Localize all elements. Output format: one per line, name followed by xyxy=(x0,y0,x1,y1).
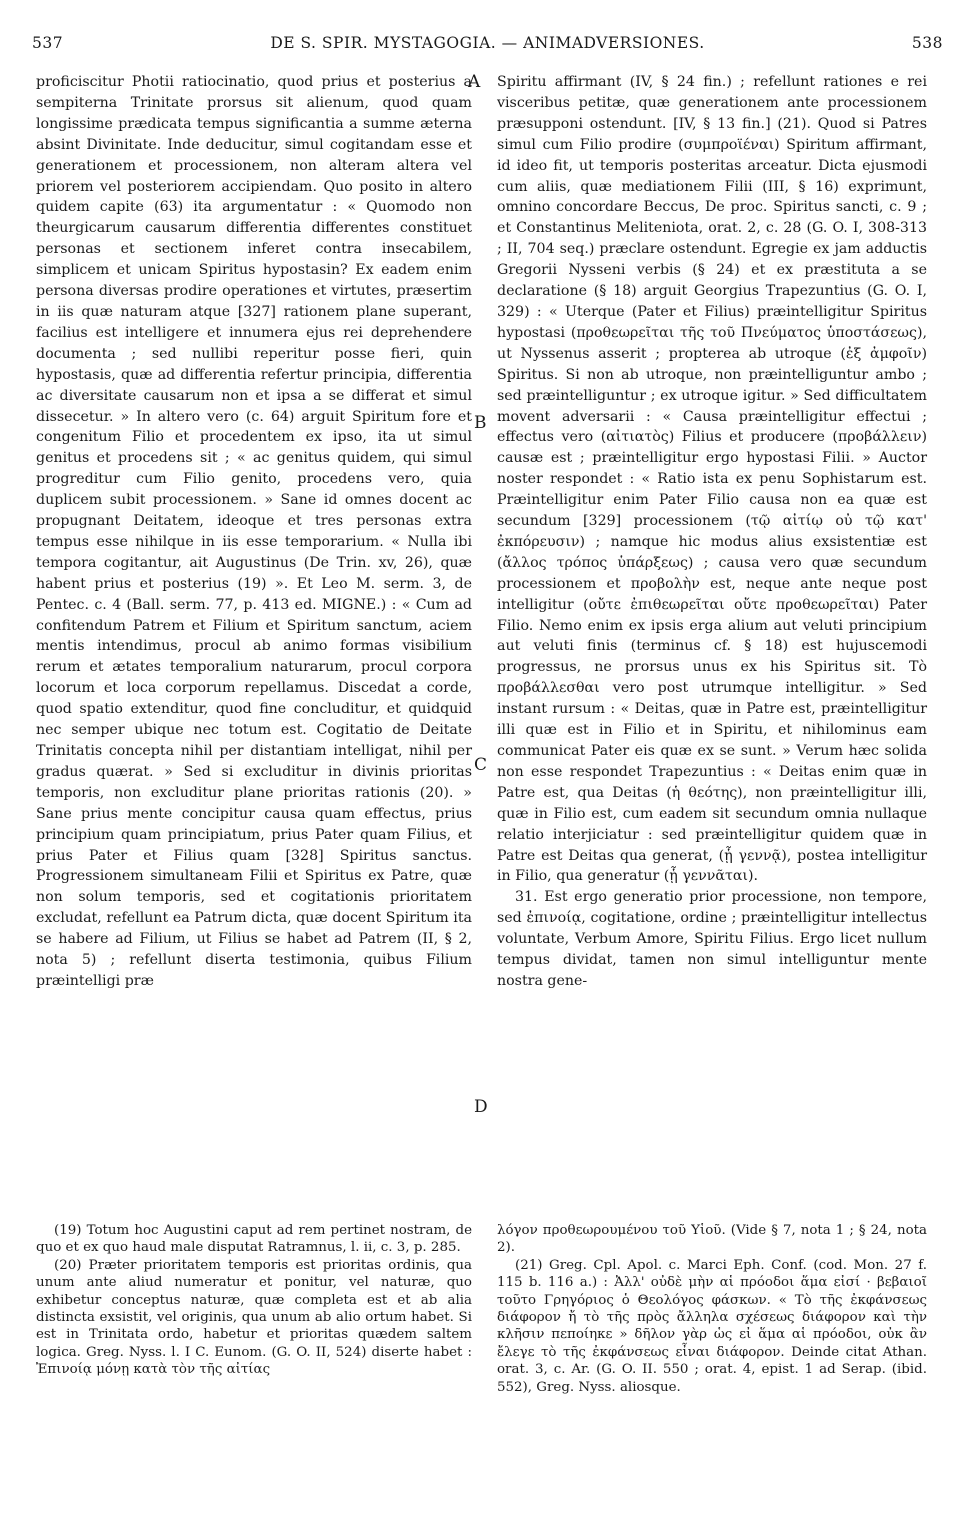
footnotes-left xyxy=(36,1222,472,1379)
margin-marker-c: C xyxy=(474,755,488,775)
margin-marker-d: D xyxy=(474,1097,488,1117)
footnote-20-continued: λόγον προθεωρουμένου τοῦ Υἱοῦ. (Vide § 7, nota 1 ; § 24, nota 2). xyxy=(497,1223,927,1256)
right-paragraph-2: 31. Est ergo generatio prior processione, non tempore, sed ἐπινοίᾳ, cogitatione, ordine ; præintelligitur intellectus voluntate, Verbum Amore, Spiritu Filius. Ergo licet nullum tempus dividat, tamen non simul intelliguntur mente nostra gene- xyxy=(497,889,927,989)
right-column xyxy=(497,72,927,992)
left-paragraph: proficiscitur Photii ratiocinatio, quod prius et posterius a sempiterna Trinitate prorsus sit alienum, quod quam longissime prædicata tempus significantia a summe æterna absint Divinitate. Inde deducitur, simul cogitandam esse et generationem et processionem, non alteram altera vel priorem vel posteriorem accipiendam. Quo posito in altero quidem capite (63) ita argumentatur : « Quomodo non theurgicarum causarum differentia differentes constituet personas et sectionem inferet contra insecabilem, simplicem et unicam Spiritus hypostasin? Ex eadem enim persona diversas prodire operationes et virtutes, præsertim in iis quæ naturam atque [327] rationem plane superant, facilius est intelligere et innumera ejus rei deprehendere documenta ; sed nullibi reperitur posse fieri, quin hypostasis, quæ ad differentia refertur principia, differentia ac diversitate causarum non et ipsa a se differat et simul dissecetur. » In altero vero (c. 64) arguit Spiritum fore et congenitum Filio et procedentem ex ipso, ita ut simul genitus et procedens sit ; « ac genitus quidem, qui simul progreditur cum Filio genito, procedens vero, quia duplicem subit processionem. » Sane id omnes docent ac propugnant Deitatem, ideoque et tres personas extra tempus esse nihilque in iis esse temporarium. « Nulla ibi tempora cogitantur, ait Augustinus (De Trin. xv, 26), quæ habent prius et posterius (19) ». Et Leo M. serm. 3, de Pentec. c. 4 (Ball. serm. 77, p. 413 ed. MIGNE.) : « Cum ad confitendum Patrem et Filium et Spiritum sanctum, aciem mentis intendimus, procul ab animo formas visibilium rerum et ætates temporalium naturarum, procul corpora locorum et loca corporum repellamus. Discedat a corde, quod spatio extenditur, quod fine concluditur, et quidquid nec semper ubique nec totum est. Cogitatio de Deitate Trinitatis concepta nihil per distantiam intelligat, nihil per gradus quærat. » Sed si excluditur in divinis prioritas temporis, non excluditur plane prioritas rationis (20). » Sane prius mente concipitur causa quam effectus, prius principium quam principiatum, prius Pater quam Filius, et prius Pater et Filius quam [328] Spiritus sanctus. Progressionem simultaneam Filii et Spiritus ex Patre, quæ non solum temporis, sed et cogitationis prioritatem excludat, refellunt ea Patrum dicta, quæ docent Spiritum ita se habere ad Filium, ut Filius se habet ad Patrem (II, § 2, nota 5) ; refellunt diserta testimonia, quibus Filium præintelligi præ xyxy=(36,74,472,989)
page-number-left: 537 xyxy=(32,34,64,52)
left-column xyxy=(36,72,472,992)
page-number-right: 538 xyxy=(911,34,943,52)
footnote-21: (21) Greg. Cpl. Apol. c. Marci Eph. Conf. (cod. Mon. 27 f. 115 b. 116 a.) : Ἀλλ' οὐδὲ μὴν αἱ πρόοδοι ἅμα εἰσί · βεβαιοῖ τοῦτο Γρηγόριος ὁ Θεολόγος φάσκων. « Τὸ τῆς ἐκφάνσεως διάφορον ἤ τὸ τῆς πρὸς ἄλληλα σχέσεως διάφορον καὶ τὴν κλῆσιν πεποίηκε » δῆλον γὰρ ὡς εἰ ἅμα αἱ πρόοδοι, οὐκ ἂν ἔλεγε τὸ τῆς ἐκφάνσεως εἶναι διάφορον. Deinde citat Athan. orat. 3, c. Ar. (G. O. II. 550 ; orat. 4, epist. 1 ad Serap. (ibid. 552), Greg. Nyss. aliosque. xyxy=(497,1257,927,1395)
footnote-20: (20) Præter prioritatem temporis est prioritas ordinis, qua unum ante aliud numeratur et ponitur, vel naturæ, quo exhibetur conceptus naturæ, quæ completa est et ab alia distincta exsistit, vel originis, qua unum ab alio ortum habet. Si est in Trinitata ordo, habetur et prioritas quædem saltem logica. Greg. Nyss. l. I C. Eunom. (G. O. II, 524) diserte habet : Ἐπινοίᾳ μόνῃ κατὰ τὸν τῆς αἰτίας xyxy=(36,1257,472,1378)
footnote-19: (19) Totum hoc Augustini caput ad rem pertinet nostram, de quo et ex quo haud male disputat Ratramnus, l. ii, c. 3, p. 285. xyxy=(36,1223,472,1256)
footnotes-right xyxy=(497,1222,927,1396)
margin-marker-a: A xyxy=(468,72,481,92)
running-header xyxy=(32,34,943,56)
running-title: DE S. SPIR. MYSTAGOGIA. — ANIMADVERSIONES. xyxy=(270,34,705,52)
right-paragraph-1: Spiritu affirmant (IV, § 24 fin.) ; refellunt rationes e rei visceribus petitæ, quæ generationem ante processionem præsupponi ostendunt. [IV, § 13 fin.] (21). Quod si Patres simul cum Filio prodire (συμπροϊέναι) Spiritum affirmant, id ideo fit, ut temporis posteritas arceatur. Dicta ejusmodi cum aliis, quæ mediationem Filii (III, § 16) exprimunt, omnino concordare Beccus, De proc. Spiritus sancti, c. 9 ; et Constantinus Meliteniota, orat. 2, c. 28 (G. O. I, 308-313 ; II, 704 seq.) præclare ostendunt. Egregie ex jam adductis Gregorii Nysseni verbis (§ 24) et ex præstituta a se declaratione (§ 18) arguit Georgius Trapezuntius (G. O. I, 329) : « Uterque (Pater et Filius) præintelligitur Spiritus hypostasi (προθεωρεῖται τῆς τοῦ Πνεύματος ὑποστάσεως), ut Nyssenus asserit ; propterea ab utroque (ἐξ ἀμφοῖν) Spiritus. Si non ab utroque, non præintelliguntur ambo ; sed præintelliguntur ; ex utroque igitur. » Sed difficultatem movent adversarii : « Causa præintelligitur effectui ; effectus vero (αἰτιατὸς) Filius et producere (προβάλλειν) causæ est ; præintelligitur ergo hypostasi Filii. » Auctor noster respondet : « Ratio ista ex penu Sophistarum est. Præintelligitur enim Pater Filio causa non ea quæ est secundum [329] processionem (τῷ αἰτίῳ οὐ τῷ κατ' ἐκπόρευσιν) ; namque hic modus alius exsistentiæ est (ἄλλος τρόπος ὑπάρξεως) ; causa vero quæ secundum processionem et προβολὴν est, neque ante neque post intelligitur (οὔτε ἐπιθεωρεῖται οὔτε προθεωρεῖται) Pater Filio. Nemo enim ex ipsis erga alium aut veluti principium aut veluti finis (terminus cf. § 18) est hujuscemodi progressus, ne prorsus unus ex his Spiritus sit. Τὸ προβάλλεσθαι vero post utrumque intelligitur. » Sed instant rursum : « Deitas, quæ in Patre est, præintelligitur illi quæ est in Filio et in Spiritu, et nihilominus eam communicat Pater eis quæ ex se sunt. » Verum hæc solida non esse respondet Trapezuntius : « Deitas enim quæ in Patre est, qua Deitas (ἡ θεότης), non præintelligitur illi, quæ in Filio est, cum eadem sit secundum omnia nullaque relatio interjiciatur : sed præintelligitur quidem quæ in Patre est Deitas qua generat, (ᾗ γεννᾷ), postea intelligitur in Filio, qua generatur (ᾗ γεννᾶται). xyxy=(497,74,927,885)
margin-marker-b: B xyxy=(474,413,487,433)
